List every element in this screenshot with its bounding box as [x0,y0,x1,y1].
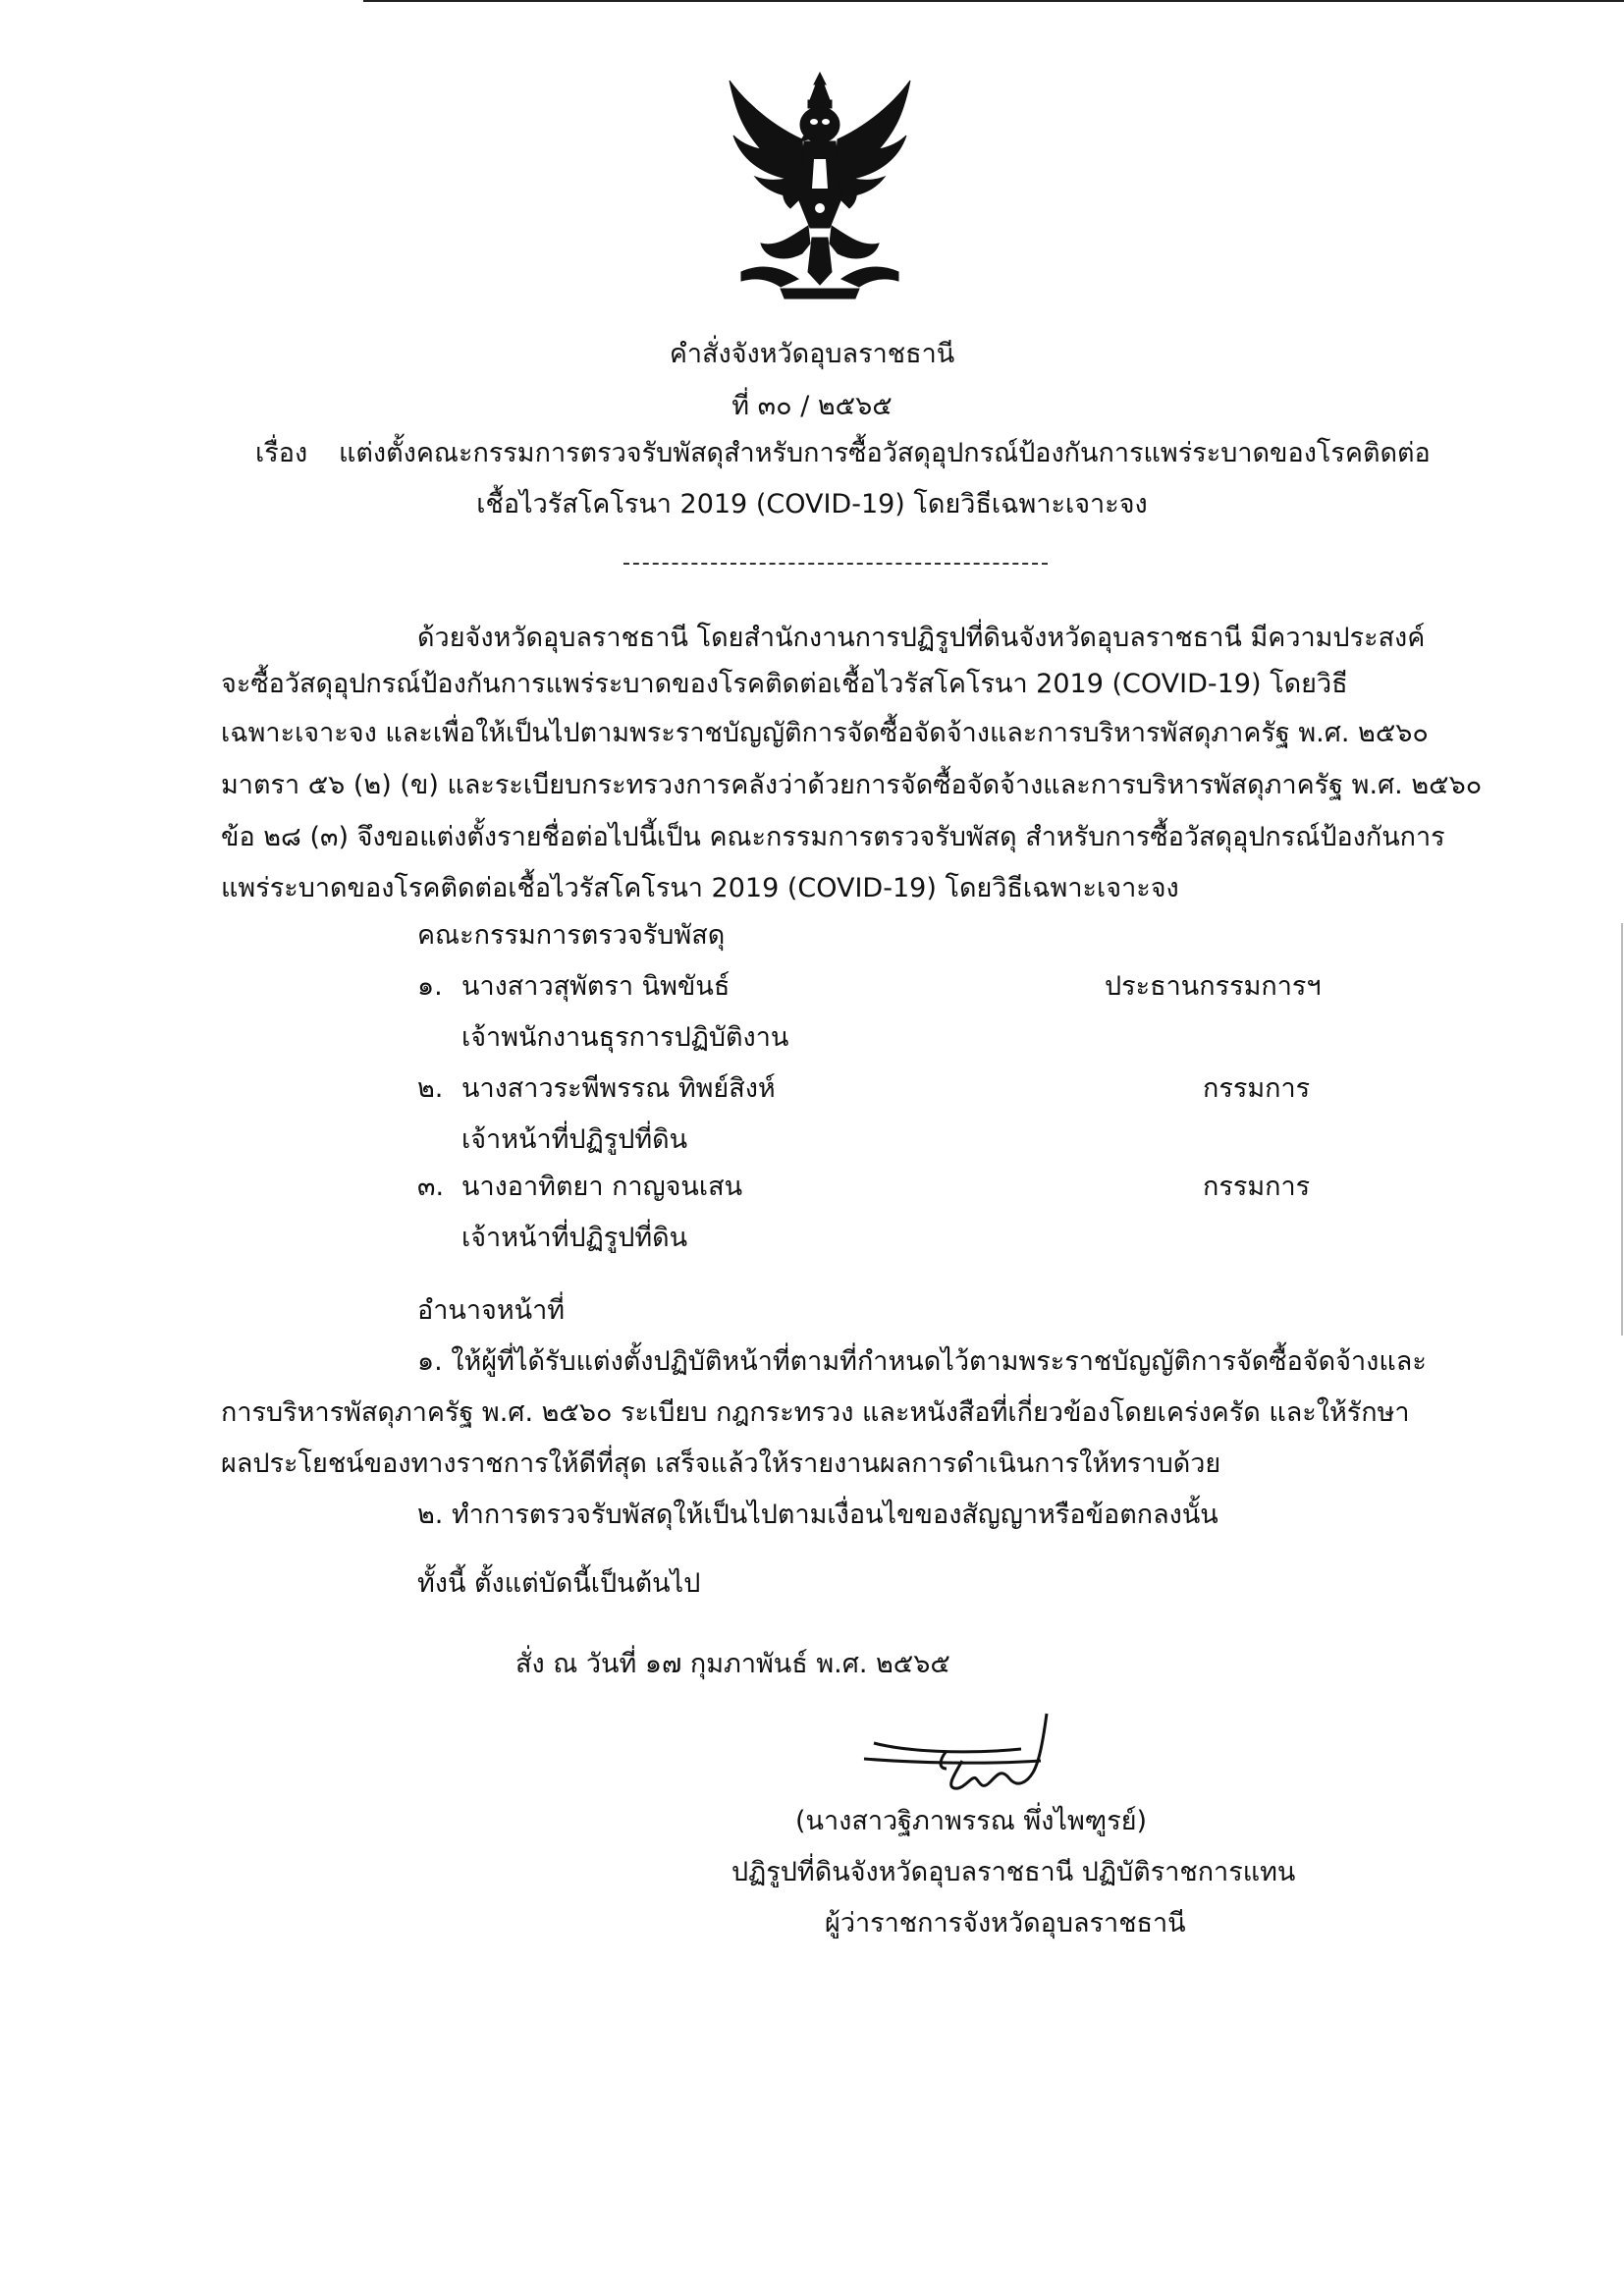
member-1-role: ประธานกรรมการฯ [1105,971,1322,1002]
handwritten-signature [844,1704,1090,1812]
top-border-line [363,0,1624,2]
para1-line-2: จะซื้อวัสดุอุปกรณ์ป้องกันการแพร่ระบาดของโรคติดต่อเชื้อไวรัสโคโรนา 2019 (COVID-19) โดยวิธี [221,669,1348,699]
duty1-line-3: ผลประโยชน์ของทางราชการให้ดีที่สุด เสร็จแล้วให้รายงานผลการดำเนินการให้ทราบด้วย [221,1448,1221,1479]
para1-line-6: แพร่ระบาดของโรคติดต่อเชื้อไวรัสโคโรนา 2019 (COVID-19) โดยวิธีเฉพาะเจาะจง [221,873,1179,903]
signatory-name: (นางสาวฐิภาพรรณ พึ่งไพฑูรย์) [795,1806,1148,1836]
duty2: ๒. ทำการตรวจรับพัสดุให้เป็นไปตามเงื่อนไขของสัญญาหรือข้อตกลงนั้น [417,1500,1218,1530]
member-2-name: นางสาวระพีพรรณ ทิพย์สิงห์ [461,1073,776,1104]
duties-heading: อำนาจหน้าที่ [417,1295,566,1326]
order-date: สั่ง ณ วันที่ ๑๗ กุมภาพันธ์ พ.ศ. ๒๕๖๕ [515,1649,950,1679]
duty1-line-2: การบริหารพัสดุภาครัฐ พ.ศ. ๒๕๖๐ ระเบียบ กฎกระทรวง และหนังสือที่เกี่ยวข้องโดยเคร่งครัด และให้รักษา [221,1397,1410,1428]
effective-statement: ทั้งนี้ ตั้งแต่บัดนี้เป็นต้นไป [417,1568,701,1599]
order-title: คำสั่งจังหวัดอุบลราชธานี [669,339,955,369]
member-1-number: ๑. [417,971,443,1002]
signatory-title-1: ปฏิรูปที่ดินจังหวัดอุบลราชธานี ปฏิบัติราชการแทน [731,1857,1296,1887]
member-1-position: เจ้าพนักงานธุรการปฏิบัติงาน [461,1022,789,1053]
committee-heading: คณะกรรมการตรวจรับพัสดุ [417,920,726,951]
subject-line-2: เชื้อไวรัสโคโรนา 2019 (COVID-19) โดยวิธีเฉพาะเจาะจง [476,489,1148,519]
member-2-role: กรรมการ [1203,1073,1311,1104]
para1-line-3: เฉพาะเจาะจง และเพื่อให้เป็นไปตามพระราชบัญญัติการจัดซื้อจัดจ้างและการบริหารพัสดุภาครัฐ พ.ศ. ๒๕๖๐ [221,718,1429,748]
header-separator [623,563,1048,565]
member-1-name: นางสาวสุพัตรา นิพขันธ์ [461,971,731,1002]
duty1-line-1: ๑. ให้ผู้ที่ได้รับแต่งตั้งปฏิบัติหน้าที่ตามที่กำหนดไว้ตามพระราชบัญญัติการจัดซื้อจัดจ้างและ [417,1346,1427,1377]
garuda-emblem-icon [722,71,918,301]
page-edge-shadow [1621,923,1623,1336]
member-3-name: นางอาทิตยา กาญจนเสน [461,1172,743,1202]
subject-label: เรื่อง [255,438,308,468]
order-number: ที่ ๓๐ / ๒๕๖๕ [731,391,893,421]
para1-line-4: มาตรา ๕๖ (๒) (ข) และระเบียบกระทรวงการคลังว่าด้วยการจัดซื้อจัดจ้างและการบริหารพัสดุภาครัฐ พ.ศ. ๒๕๖๐ [221,770,1483,800]
member-3-role: กรรมการ [1203,1172,1311,1202]
subject-line-1: แต่งตั้งคณะกรรมการตรวจรับพัสดุสำหรับการซื้อวัสดุอุปกรณ์ป้องกันการแพร่ระบาดของโรคติดต่อ [339,438,1431,468]
para1-line-1: ด้วยจังหวัดอุบลราชธานี โดยสำนักงานการปฏิรูปที่ดินจังหวัดอุบลราชธานี มีความประสงค์ [417,623,1426,653]
para1-line-5: ข้อ ๒๘ (๓) จึงขอแต่งตั้งรายชื่อต่อไปนี้เป็น คณะกรรมการตรวจรับพัสดุ สำหรับการซื้อวัสดุอุปกรณ์ป้องกันการ [221,822,1445,852]
member-2-number: ๒. [417,1073,444,1104]
member-3-position: เจ้าหน้าที่ปฏิรูปที่ดิน [461,1223,688,1253]
member-2-position: เจ้าหน้าที่ปฏิรูปที่ดิน [461,1124,688,1155]
signatory-title-2: ผู้ว่าราชการจังหวัดอุบลราชธานี [825,1908,1186,1939]
member-3-number: ๓. [417,1172,445,1202]
